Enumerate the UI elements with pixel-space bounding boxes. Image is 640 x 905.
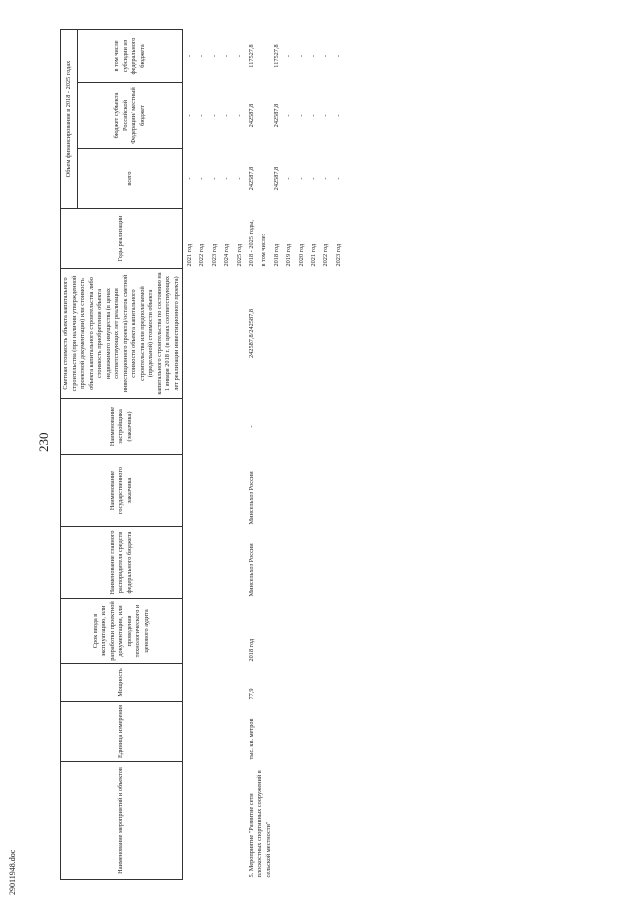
item-developer: - [247,425,255,428]
item-state-customer: Минсельхоз России [247,471,255,525]
row-subsidies [260,30,272,83]
item-number: 5. [247,872,255,878]
item-name: Мероприятие "Развитие сети плоскостных спортивных сооружений в сельской местности" [247,770,272,878]
row-regional: - [297,114,305,117]
row-subsidies: - [198,54,206,58]
row-regional: 242587,8 [247,103,255,128]
row-total: - [223,177,231,180]
row-year: 2018 год [272,243,280,267]
row-regional: 242587,8 [272,103,280,128]
row-subsidies: - [223,54,231,58]
row-regional: - [223,114,231,117]
row-subsidies: - [186,54,193,58]
header-grbs: Наименование главного распорядителя средств федерального бюджета [61,527,183,599]
table-row [248,30,260,880]
row-regional: - [235,114,243,117]
header-name: Наименование мероприятий и объектов [61,762,183,880]
header-years: Годы реализации [61,209,183,269]
row-year: 2022 год [198,243,206,267]
row-total: - [210,177,218,180]
page-number: 230 [36,432,51,452]
row-year: 2019 год [285,243,293,267]
header-capacity: Мощность [61,664,183,702]
item-unit: тыс. кв. метров [247,718,255,760]
header-regional: бюджет субъекта Российской Федерации/ местный бюджет [78,83,183,149]
row-total: 242587,8 [272,166,280,191]
row-year: 2021 год [186,243,193,267]
item-name-cell [248,762,347,880]
row-regional: - [285,114,293,117]
row-total: 242587,8 [247,166,255,191]
header-term: Срок ввода в эксплуатацию, или разработки проектной документации, или проведения технологического и ценового аудита [61,599,183,664]
row-subsidies: - [235,54,243,58]
row-year: в том числе: [260,233,268,267]
footer-filename: 29011948.doc [8,849,17,895]
item-grbs: Минсельхоз России [247,543,255,597]
header-total: всего [78,149,183,209]
table-row [211,30,223,880]
item-capacity: 77,9 [247,688,255,700]
row-total: - [186,177,193,180]
header-estimate: Сметная стоимость объекта капитального строительства (при наличии утвержденной проектной документации) или стоимость объекта капитального строительства либо стоимость приобретения объекта недвижимого имущества (в ценах соответствующих лет реализации инвестиционного проекта)/остаток сметной стоимости объекта капитального строительства или предполагаемой (предельной) стоимости объекта капитального строительства по состоянию на 1 января 2018 г. (в ценах соответствующих лет реализации инвестиционного проекта) [61,269,183,399]
header-subsidies: в том числе субсидии из федерального бюджета [78,30,183,83]
row-total: - [334,177,342,180]
row-regional: - [322,114,330,117]
row-regional: - [309,114,317,117]
rotated-table-container [60,30,342,880]
header-funding-group: Объем финансирования в 2018 - 2025 годах [61,30,78,209]
row-total: - [322,177,330,180]
row-subsidies: 117527,8 [247,44,255,68]
row-subsidies: - [297,54,305,58]
row-regional: - [186,114,193,117]
row-subsidies: - [210,54,218,58]
table-header [61,30,183,880]
row-year: 2023 год [210,243,218,267]
row-year: 2025 год [235,243,243,267]
row-subsidies: - [309,54,317,58]
row-regional [260,83,272,149]
row-total: - [235,177,243,180]
table-row [223,30,235,880]
row-regional: - [334,114,342,117]
row-subsidies: - [322,54,330,58]
investment-table [60,29,347,880]
item-estimate: 242587,8/242587,8 [247,309,255,358]
row-total: - [198,177,206,180]
row-total: - [285,177,293,180]
row-total: - [309,177,317,180]
row-year: 2023 год [334,243,342,267]
row-regional: - [198,114,206,117]
table-row [186,30,198,880]
header-state-customer: Наименование государственного заказчика [61,455,183,527]
table-row [198,30,210,880]
header-developer: Наименование застройщика (заказчика) [61,399,183,455]
row-regional: - [210,114,218,117]
row-year: 2024 год [223,243,231,267]
row-subsidies: - [334,54,342,58]
row-year: 2021 год [309,243,317,267]
header-unit: Единица измерения [61,702,183,762]
table-body [183,30,348,880]
table-row [236,30,248,880]
row-total [260,149,272,209]
row-subsidies: - [285,54,293,58]
row-year: 2020 год [297,243,305,267]
row-year: 2022 год [322,243,330,267]
row-year: 2018 - 2025 годы, [247,220,255,267]
row-subsidies: 117527,8 [272,44,280,68]
item-term: 2018 год [247,638,255,662]
row-total: - [297,177,305,180]
